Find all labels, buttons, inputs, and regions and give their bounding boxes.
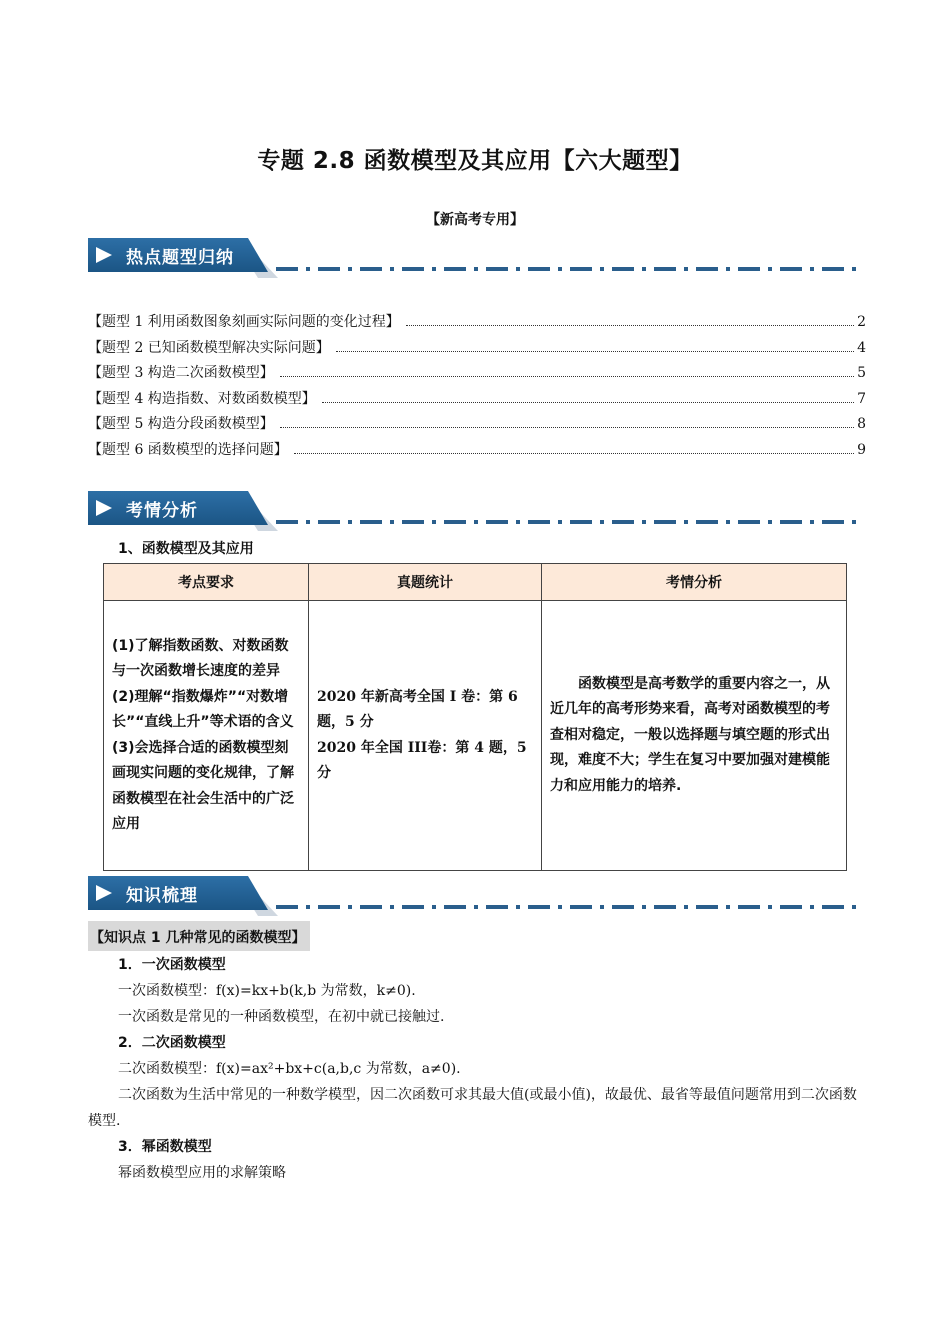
table-row (104, 601, 847, 871)
toc-item-page: 5 (857, 365, 866, 382)
play-arrow-icon (96, 247, 112, 263)
toc-item-page: 4 (857, 339, 866, 356)
analysis-table (103, 563, 847, 871)
toc-item-page: 9 (857, 441, 866, 458)
banner-label: 知识梳理 (126, 886, 198, 906)
section-heading: 3．幂函数模型 (118, 1139, 212, 1155)
paragraph: 幂函数模型应用的求解策略 (118, 1165, 286, 1181)
stats-cell (309, 601, 542, 871)
table-of-contents (88, 311, 866, 465)
toc-item-page: 2 (857, 314, 866, 330)
toc-item[interactable] (88, 362, 866, 388)
dash-dot-divider (276, 267, 860, 271)
paragraph: 二次函数模型：f(x)=ax²+bx+c(a,b,c 为常数，a≠0). (118, 1061, 461, 1077)
toc-item-label: 【题型 4 构造指数、对数函数模型】 (88, 390, 316, 407)
toc-leader (406, 324, 854, 326)
toc-item[interactable] (88, 337, 866, 363)
banner-label: 考情分析 (126, 501, 198, 521)
section-heading: 2．二次函数模型 (118, 1035, 226, 1051)
dash-dot-divider (276, 520, 860, 524)
stat-item: 2020 年全国 III卷：第 4 题，5 分 (317, 739, 527, 781)
knowledge-body (88, 952, 858, 1186)
analysis-cell: 函数模型是高考数学的重要内容之一，从近几年的高考形势来看，高考对函数模型的考查相对稳定，一般以选择题与填空题的形式出现，难度不大；学生在复习中要加强对建模能力和应用能力的培养. (542, 601, 847, 871)
toc-leader (280, 426, 854, 428)
section-label: 1、函数模型及其应用 (118, 541, 254, 557)
banner-hot-topics (88, 238, 868, 278)
paragraph: 二次函数为生活中常见的一种数学模型，因二次函数可求其最大值(或最小值)，故最优、最省等最值问题常用到二次函数模型. (88, 1087, 857, 1129)
toc-leader (336, 350, 854, 352)
knowledge-point-title: 【知识点 1 几种常见的函数模型】 (88, 921, 310, 951)
toc-item-label: 【题型 2 已知函数模型解决实际问题】 (88, 339, 330, 356)
banner-label: 热点题型归纳 (126, 248, 234, 268)
paragraph: 一次函数是常见的一种函数模型，在初中就已接触过. (118, 1009, 445, 1025)
toc-item[interactable] (88, 311, 866, 337)
toc-item[interactable] (88, 388, 866, 414)
requirements-cell (104, 601, 309, 871)
toc-item-label: 【题型 1 利用函数图象刻画实际问题的变化过程】 (88, 314, 400, 330)
table-header: 真题统计 (309, 564, 542, 601)
banner-exam-analysis (88, 491, 868, 531)
paragraph: 一次函数模型：f(x)=kx+b(k,b 为常数，k≠0). (118, 983, 416, 999)
requirement-item: (1)了解指数函数、对数函数与一次函数增长速度的差异 (112, 637, 289, 679)
toc-leader (322, 401, 854, 403)
stat-item: 2020 年新高考全国 I 卷：第 6 题，5 分 (317, 688, 518, 730)
document-title: 专题 2.8 函数模型及其应用【六大题型】 (257, 148, 693, 174)
toc-item[interactable] (88, 413, 866, 439)
toc-item-page: 8 (857, 416, 866, 433)
requirement-item: (3)会选择合适的函数模型刻画现实问题的变化规律，了解函数模型在社会生活中的广泛应用 (112, 739, 294, 832)
dash-dot-divider (276, 905, 860, 909)
table-header: 考情分析 (542, 564, 847, 601)
toc-leader (294, 452, 854, 454)
play-arrow-icon (96, 885, 112, 901)
section-heading: 1．一次函数模型 (118, 957, 226, 973)
toc-item-label: 【题型 5 构造分段函数模型】 (88, 416, 274, 433)
table-header-row (104, 564, 847, 601)
banner-knowledge (88, 876, 868, 916)
document-subtitle: 【新高考专用】 (426, 212, 524, 228)
play-arrow-icon (96, 500, 112, 516)
toc-item-label: 【题型 6 函数模型的选择问题】 (88, 441, 288, 458)
requirement-item: (2)理解“指数爆炸”“对数增长”“直线上升”等术语的含义 (112, 688, 294, 730)
toc-item[interactable] (88, 439, 866, 465)
toc-item-page: 7 (857, 390, 866, 407)
toc-item-label: 【题型 3 构造二次函数模型】 (88, 365, 274, 382)
table-header: 考点要求 (104, 564, 309, 601)
toc-leader (280, 375, 854, 377)
